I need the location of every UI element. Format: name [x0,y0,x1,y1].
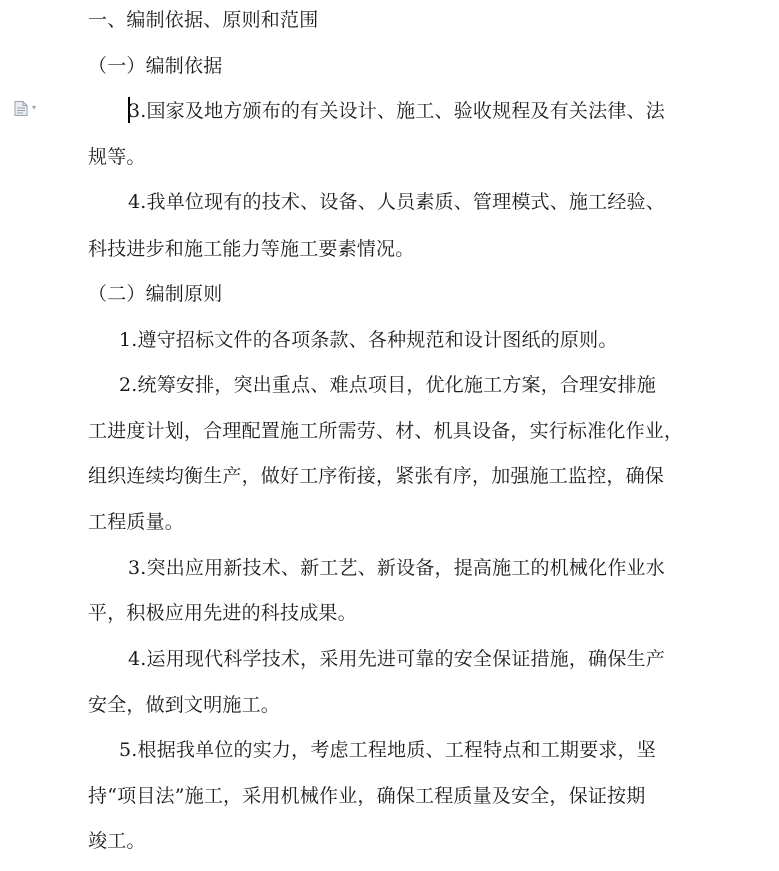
principle-4-line-2: 安全，做到文明施工。 [88,694,281,716]
principle-3-line-1: 3.突出应用新技术、新工艺、新设备，提高施工的机械化作业水 [128,557,665,579]
basis-item-4-line-1: 4.我单位现有的技术、设备、人员素质、管理模式、施工经验、 [128,191,665,213]
principle-2-line-3: 组织连续均衡生产，做好工序衔接，紧张有序，加强施工监控，确保 [88,465,665,487]
section-title-basis: （一）编制依据 [88,55,223,77]
principle-2-line-4: 工程质量。 [88,511,185,533]
paragraph-handle[interactable] [14,101,42,117]
section-title-principles: （二）编制原则 [88,283,223,305]
principle-5-line-2: 持“项目法”施工，采用机械作业，确保工程质量及安全，保证按期 [88,785,646,807]
basis-item-4-line-2: 科技进步和施工能力等施工要素情况。 [88,238,415,260]
principle-1-line-1: 1.遵守招标文件的各项条款、各种规范和设计图纸的原则。 [119,329,618,351]
document-icon [14,101,28,116]
principle-3-line-2: 平，积极应用先进的科技成果。 [88,602,357,624]
principle-2-line-2: 工进度计划，合理配置施工所需劳、材、机具设备，实行标准化作业， [88,420,684,442]
basis-item-3-line-1: 3.国家及地方颁布的有关设计、施工、验收规程及有关法律、法 [128,100,665,122]
chevron-down-icon: ▾ [32,103,37,112]
main-heading: 一、编制依据、原则和范围 [88,9,319,31]
principle-5-line-1: 5.根据我单位的实力，考虑工程地质、工程特点和工期要求，坚 [119,739,656,761]
principle-2-line-1: 2.统筹安排，突出重点、难点项目，优化施工方案，合理安排施 [119,374,656,396]
basis-item-3-line-2: 规等。 [88,146,146,168]
principle-5-line-3: 竣工。 [88,830,146,852]
principle-4-line-1: 4.运用现代科学技术，采用先进可靠的安全保证措施，确保生产 [128,648,665,670]
